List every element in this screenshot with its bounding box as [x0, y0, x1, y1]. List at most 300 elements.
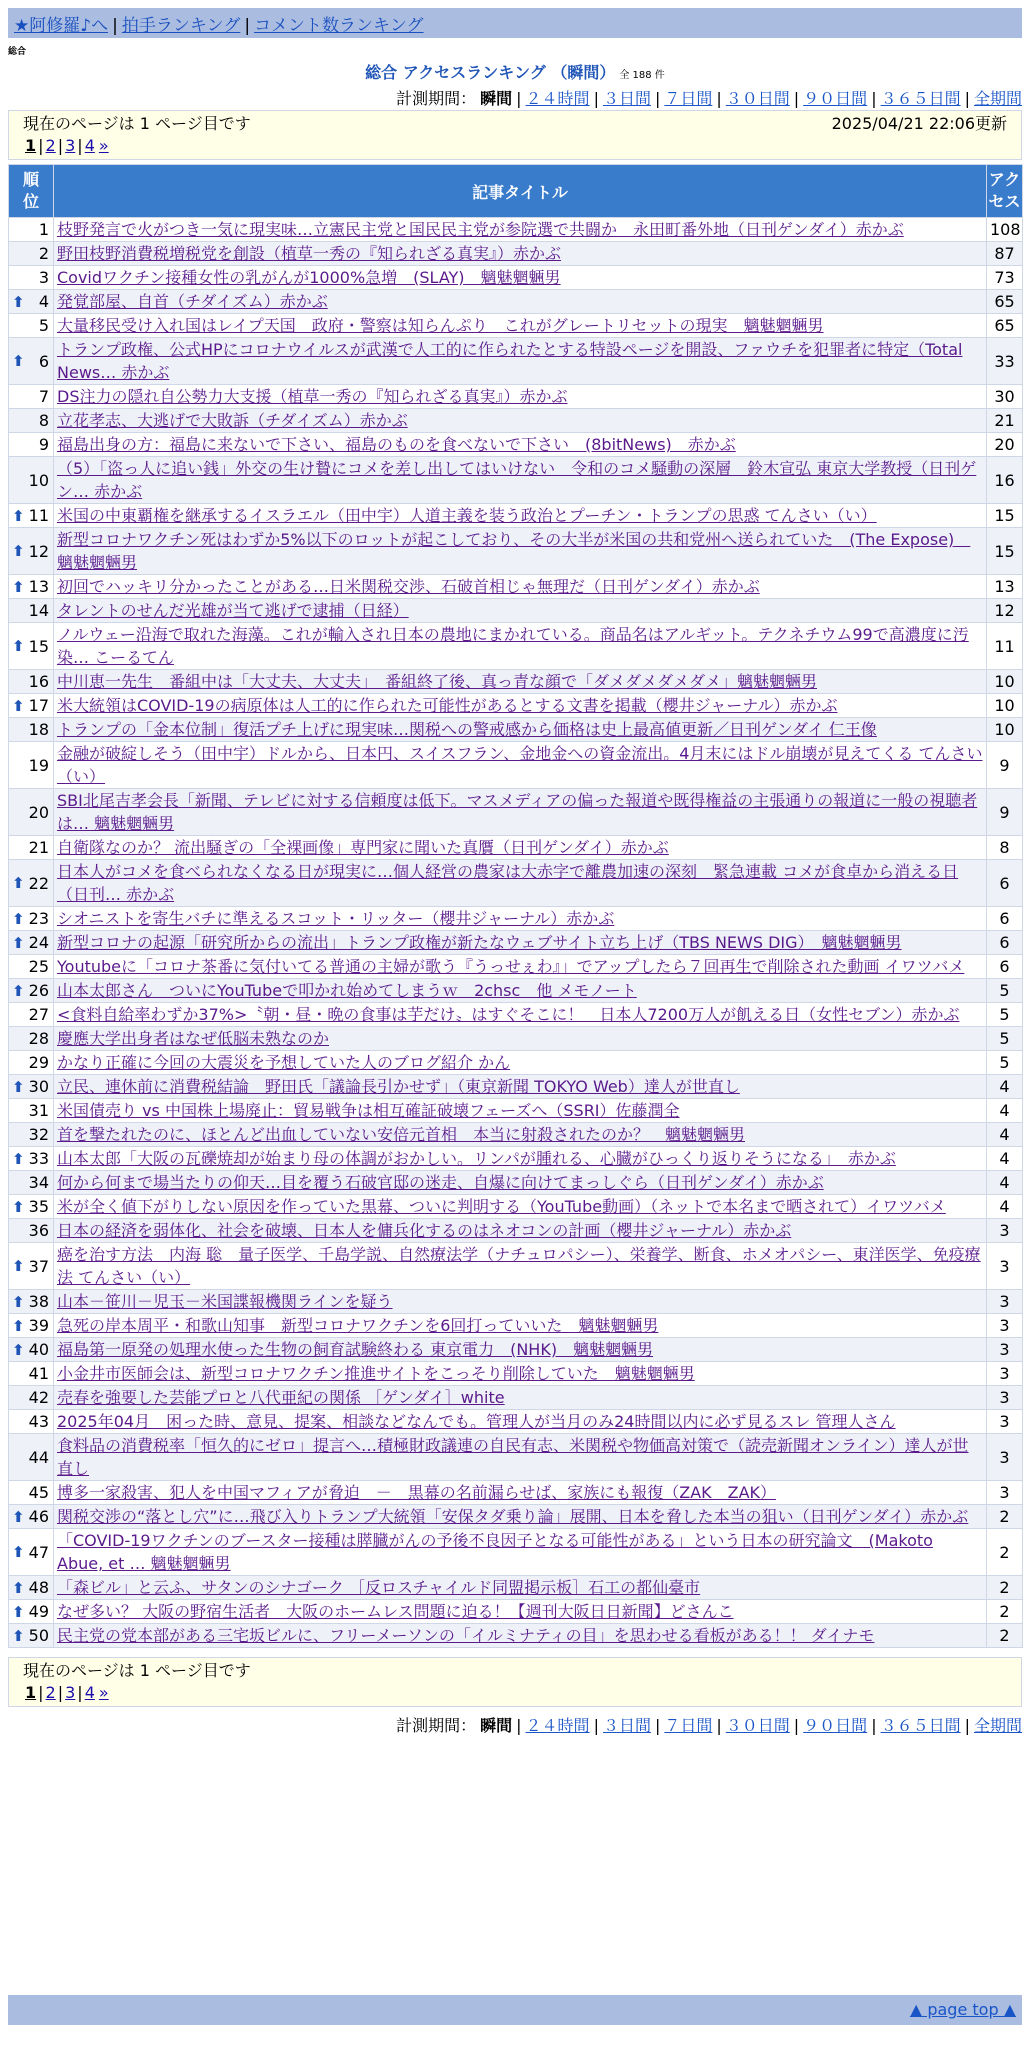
- period-selector-top: 計測期間： 瞬間 | ２４時間 | ３日間 | ７日間 | ３０日間 | ９０日間 | ３６５日間 | 全期間: [396, 89, 1022, 108]
- article-title-link[interactable]: <食料自給率わずか37%>〝朝・昼・晩の食事は芋だけ〟はすぐそこに！ 日本人7200万人が飢える日（女性セブン）赤かぶ: [57, 1005, 960, 1024]
- title-cell: [54, 1434, 987, 1481]
- rank-number: 10: [28, 470, 49, 490]
- table-row: [9, 1505, 1023, 1529]
- rank-number: 3: [38, 268, 49, 287]
- title-cell: [54, 907, 987, 931]
- page-link-current[interactable]: 1: [25, 1683, 37, 1702]
- rank-cell: [9, 1481, 54, 1505]
- rank-cell: [9, 504, 54, 528]
- access-count: 6: [987, 907, 1023, 931]
- rank-cell: [9, 860, 54, 907]
- rank-up-arrow-icon: ⬆: [12, 1626, 25, 1645]
- article-title-link[interactable]: 枝野発言で火がつき一気に現実味…立憲民主党と国民民主党が参院選で共闘か 永田町番外地（日刊ゲンダイ）赤かぶ: [57, 220, 904, 239]
- rank-number: 19: [28, 755, 49, 775]
- rank-number: 42: [28, 1388, 49, 1407]
- table-row: [9, 1195, 1023, 1219]
- title-cell: [54, 314, 987, 338]
- access-count: 4: [987, 1147, 1023, 1171]
- table-row: [9, 1027, 1023, 1051]
- rank-cell: [9, 1171, 54, 1195]
- title-cell: [54, 742, 987, 789]
- ranking-table-body: [9, 218, 1023, 1648]
- rank-cell: [9, 670, 54, 694]
- table-header-row: [9, 165, 1023, 218]
- access-count: 108: [987, 218, 1023, 242]
- rank-number: 38: [28, 1292, 49, 1311]
- title-cell: [54, 1410, 987, 1434]
- title-cell: [54, 1171, 987, 1195]
- access-count: 12: [987, 599, 1023, 623]
- rank-number: 47: [28, 1542, 49, 1562]
- title-cell: [54, 670, 987, 694]
- rank-number: 24: [28, 933, 49, 952]
- rank-number: 29: [28, 1053, 49, 1072]
- rank-number: 44: [28, 1447, 49, 1467]
- title-cell: [54, 575, 987, 599]
- table-row: [9, 1075, 1023, 1099]
- rank-number: 32: [28, 1125, 49, 1144]
- title-cell: [54, 433, 987, 457]
- rank-cell: [9, 1195, 54, 1219]
- article-title-link[interactable]: 何から何まで場当たりの仰天…目を覆う石破官邸の迷走、自爆に向けてまっしぐら（日刊ゲンダイ）赤かぶ: [57, 1173, 824, 1192]
- title-cell: [54, 931, 987, 955]
- rank-cell: [9, 1051, 54, 1075]
- title-cell: [54, 1099, 987, 1123]
- period-all-link[interactable]: 全期間: [973, 1716, 1022, 1735]
- rank-up-arrow-icon: ⬆: [12, 637, 25, 655]
- title-cell: [54, 979, 987, 1003]
- access-count: 10: [987, 718, 1023, 742]
- rank-cell: [9, 1243, 54, 1290]
- comment-ranking-link[interactable]: コメント数ランキング: [254, 16, 424, 36]
- page-link-2[interactable]: 2: [45, 1683, 56, 1702]
- article-title-link[interactable]: 野田枝野消費税増税党を創設（植草一秀の『知られざる真実』）赤かぶ: [57, 244, 562, 263]
- page-title-line: [8, 60, 1022, 83]
- access-count: 9: [987, 742, 1023, 789]
- rank-up-arrow-icon: ⬆: [12, 1149, 25, 1168]
- article-title-link[interactable]: 福島出身の方：福島に来ないで下さい、福島のものを食べないで下さい (8bitNews) 赤かぶ: [57, 435, 736, 454]
- rank-number: 43: [28, 1412, 49, 1431]
- rank-number: 34: [28, 1173, 49, 1192]
- rank-number: 11: [28, 506, 49, 525]
- rank-up-arrow-icon: ⬆: [12, 696, 25, 715]
- page-link-4[interactable]: 4: [84, 1683, 95, 1702]
- next-page-link[interactable]: »: [98, 136, 109, 155]
- access-count: 73: [987, 266, 1023, 290]
- rank-number: 5: [38, 316, 49, 335]
- rank-number: 35: [28, 1197, 49, 1216]
- access-count: 10: [987, 694, 1023, 718]
- article-title-link[interactable]: Covidワクチン接種女性の乳がんが1000%急増 (SLAY) 魑魅魍魎男: [57, 268, 561, 287]
- access-count: 4: [987, 1195, 1023, 1219]
- article-title-link[interactable]: 米国の中東覇権を継承するイスラエル（田中宇）人道主義を装う政治とプーチン・トランプの思惑 てんさい（い）: [57, 506, 877, 525]
- article-title-link[interactable]: 売春を強要した芸能プロと八代亜紀の関係 ［ゲンダイ］white: [57, 1388, 505, 1407]
- access-count: 87: [987, 242, 1023, 266]
- rank-number: 37: [28, 1256, 49, 1276]
- article-title-link[interactable]: 自衛隊なのか？ 流出騒ぎの「全裸画像」専門家に聞いた真贋（日刊ゲンダイ）赤かぶ: [57, 838, 669, 857]
- period-7d-link[interactable]: ７日間: [664, 89, 713, 108]
- rank-number: 41: [28, 1364, 49, 1383]
- title-cell: [54, 694, 987, 718]
- article-title-link[interactable]: （5）「盗っ人に追い銭」外交の生け贄にコメを差し出してはいけない 令和のコメ騒動の深層 鈴木宣弘 東京大学教授（日刊ゲン… 赤かぶ: [57, 459, 977, 501]
- title-cell: [54, 242, 987, 266]
- ranking-table: [8, 164, 1023, 1648]
- article-title-link[interactable]: 立民、連休前に消費税結論 野田氏「議論長引かせず」（東京新聞 TOKYO Web）達人が世直し: [57, 1077, 740, 1096]
- rank-cell: [9, 1290, 54, 1314]
- access-count: 3: [987, 1434, 1023, 1481]
- access-count: 2: [987, 1529, 1023, 1576]
- rank-cell: [9, 1338, 54, 1362]
- article-title-link[interactable]: 発覚部屋、自首（チダイズム）赤かぶ: [57, 292, 328, 311]
- rank-cell: [9, 457, 54, 504]
- table-row: [9, 1576, 1023, 1600]
- rank-cell: [9, 1027, 54, 1051]
- period-selector-bottom: 計測期間： 瞬間 | ２４時間 | ３日間 | ７日間 | ３０日間 | ９０日間 | ３６５日間 | 全期間: [396, 1716, 1022, 1735]
- period-current: 瞬間: [480, 89, 513, 108]
- rank-up-arrow-icon: ⬆: [12, 1602, 25, 1621]
- access-count: 2: [987, 1600, 1023, 1624]
- page-link-3[interactable]: 3: [65, 136, 76, 155]
- access-count: 9: [987, 789, 1023, 836]
- title-cell: [54, 1147, 987, 1171]
- period-3d-link[interactable]: ３日間: [602, 89, 651, 108]
- title-cell: [54, 457, 987, 504]
- rank-number: 46: [28, 1507, 49, 1526]
- article-title-link[interactable]: 慶應大学出身者はなぜ低脳未熟なのか: [57, 1029, 330, 1048]
- access-count: 3: [987, 1481, 1023, 1505]
- rank-cell: [9, 1075, 54, 1099]
- rank-number: 4: [38, 292, 49, 311]
- period-label: 計測期間：: [396, 89, 477, 108]
- table-row: [9, 1219, 1023, 1243]
- article-title-link[interactable]: 山本太郎「大阪の瓦礫焼却が始まり母の体調がおかしい。リンパが腫れる、心臓がひっくり返りそうになる」 赤かぶ: [57, 1149, 896, 1168]
- pager-top: 現在のページは 1 ページ目です 2025/04/21 22:06更新 1 | 2 | 3 | 4 »: [8, 110, 1022, 160]
- title-cell: [54, 1003, 987, 1027]
- table-row: [9, 1434, 1023, 1481]
- access-count: 8: [987, 836, 1023, 860]
- rank-cell: [9, 1362, 54, 1386]
- table-row: [9, 1481, 1023, 1505]
- article-title-link[interactable]: 日本人がコメを食べられなくなる日が現実に…個人経営の農家は大赤字で離農加速の深刻 緊急連載 コメが食卓から消える日（日刊… 赤かぶ: [57, 862, 959, 904]
- rank-number: 20: [28, 802, 49, 822]
- access-count: 4: [987, 1123, 1023, 1147]
- article-title-link[interactable]: 急死の岸本周平・和歌山知事 新型コロナワクチンを6回打っていいた 魑魅魍魎男: [57, 1316, 659, 1335]
- separator: |: [112, 16, 118, 36]
- access-count: 3: [987, 1290, 1023, 1314]
- table-row: [9, 1290, 1023, 1314]
- access-count: 5: [987, 979, 1023, 1003]
- page-status: 現在のページは 1 ページ目です: [23, 1661, 251, 1680]
- rank-up-arrow-icon: ⬆: [12, 1257, 25, 1275]
- page-link-2[interactable]: 2: [45, 136, 56, 155]
- period-30d-link[interactable]: ３０日間: [725, 1716, 790, 1735]
- rank-cell: [9, 1624, 54, 1648]
- article-title-link[interactable]: 日本の経済を弱体化、社会を破壊、日本人を傭兵化するのはネオコンの計画（櫻井ジャーナル）赤かぶ: [57, 1221, 792, 1240]
- access-count: 4: [987, 1171, 1023, 1195]
- rank-up-arrow-icon: ⬆: [12, 1507, 25, 1526]
- table-row: [9, 457, 1023, 504]
- article-title-link[interactable]: 小金井市医師会は、新型コロナワクチン推進サイトをこっそり削除していた 魑魅魍魎男: [57, 1364, 695, 1383]
- clap-ranking-link[interactable]: 拍手ランキング: [121, 16, 241, 36]
- rank-up-arrow-icon: ⬆: [12, 981, 25, 1000]
- total-count: 全 188 件: [619, 70, 665, 81]
- table-row: [9, 385, 1023, 409]
- article-title-link[interactable]: 関税交渉の“落とし穴”に…飛び入りトランプ大統領「安保タダ乗り論」展開、日本を脅した本当の狙い（日刊ゲンダイ）赤かぶ: [57, 1507, 969, 1526]
- rank-cell: [9, 979, 54, 1003]
- rank-number: 45: [28, 1483, 49, 1502]
- rank-cell: [9, 694, 54, 718]
- access-count: 20: [987, 433, 1023, 457]
- access-count: 3: [987, 1338, 1023, 1362]
- rank-up-arrow-icon: ⬆: [12, 909, 25, 928]
- article-title-link[interactable]: Youtubeに「コロナ茶番に気付いてる普通の主婦が歌う『うっせぇわ』」でアップしたら７回再生で削除された動画 イワツバメ: [57, 957, 965, 976]
- rank-up-arrow-icon: ⬆: [12, 506, 25, 525]
- rank-cell: [9, 385, 54, 409]
- article-title-link[interactable]: なぜ多い？ 大阪の野宿生活者 大阪のホームレス問題に迫る！【週刊大阪日日新聞】どさんこ: [57, 1602, 734, 1621]
- access-count: 15: [987, 528, 1023, 575]
- table-row: [9, 1338, 1023, 1362]
- access-count: 3: [987, 1410, 1023, 1434]
- access-count: 13: [987, 575, 1023, 599]
- title-cell: [54, 599, 987, 623]
- access-count: 3: [987, 1362, 1023, 1386]
- table-row: [9, 955, 1023, 979]
- table-row: [9, 623, 1023, 670]
- table-row: [9, 338, 1023, 385]
- period-90d-link[interactable]: ９０日間: [803, 1716, 868, 1735]
- period-7d-link[interactable]: ７日間: [664, 1716, 713, 1735]
- article-title-link[interactable]: 米国債売り vs 中国株上場廃止：貿易戦争は相互確証破壊フェーズへ（SSRI）佐藤潤全: [57, 1101, 680, 1120]
- access-count: 6: [987, 860, 1023, 907]
- access-count: 3: [987, 1243, 1023, 1290]
- table-row: [9, 528, 1023, 575]
- access-count: 6: [987, 955, 1023, 979]
- article-title-link[interactable]: シオニストを寄生バチに準えるスコット・リッター（櫻井ジャーナル）赤かぶ: [57, 909, 615, 928]
- rank-cell: [9, 1386, 54, 1410]
- rank-number: 13: [28, 577, 49, 596]
- rank-number: 48: [28, 1578, 49, 1597]
- table-row: [9, 1624, 1023, 1648]
- table-row: [9, 1386, 1023, 1410]
- rank-number: 2: [38, 244, 49, 263]
- rank-up-arrow-icon: ⬆: [12, 1578, 25, 1597]
- rank-up-arrow-icon: ⬆: [12, 933, 25, 952]
- article-title-link[interactable]: DS注力の隠れ自公勢力大支援（植草一秀の『知られざる真実』）赤かぶ: [57, 387, 568, 406]
- rank-up-arrow-icon: ⬆: [12, 1197, 25, 1216]
- rank-number: 6: [38, 351, 49, 371]
- title-cell: [54, 789, 987, 836]
- table-row: [9, 1410, 1023, 1434]
- rank-number: 39: [28, 1316, 49, 1335]
- home-link[interactable]: ★阿修羅♪へ: [14, 16, 109, 36]
- rank-cell: [9, 907, 54, 931]
- title-cell: [54, 1243, 987, 1290]
- rank-up-arrow-icon: ⬆: [12, 292, 25, 311]
- access-count: 65: [987, 314, 1023, 338]
- access-count: 4: [987, 1075, 1023, 1099]
- article-title-link[interactable]: トランプ政権、公式HPにコロナウイルスが武漢で人工的に作られたとする特設ページを開設、ファウチを犯罪者に特定（Total News… 赤かぶ: [57, 340, 963, 382]
- title-cell: [54, 1481, 987, 1505]
- table-row: [9, 907, 1023, 931]
- article-title-link[interactable]: 2025年04月 困った時、意見、提案、相談などなんでも。管理人が当月のみ24時間以内に必ず見るスレ 管理人さん: [57, 1412, 896, 1431]
- rank-cell: [9, 931, 54, 955]
- rank-up-arrow-icon: ⬆: [12, 1316, 25, 1335]
- access-count: 2: [987, 1624, 1023, 1648]
- title-cell: [54, 528, 987, 575]
- rank-cell: [9, 409, 54, 433]
- rank-up-arrow-icon: ⬆: [12, 1543, 25, 1561]
- article-title-link[interactable]: 山本－笹川－児玉－米国諜報機関ラインを疑う: [57, 1292, 393, 1311]
- table-row: [9, 290, 1023, 314]
- rank-cell: [9, 314, 54, 338]
- rank-cell: [9, 1505, 54, 1529]
- rank-number: 40: [28, 1340, 49, 1359]
- table-row: [9, 694, 1023, 718]
- page-link-current[interactable]: 1: [25, 136, 37, 155]
- rank-number: 9: [38, 435, 49, 454]
- period-365d-link[interactable]: ３６５日間: [880, 89, 961, 108]
- access-count: 10: [987, 670, 1023, 694]
- table-row: [9, 742, 1023, 789]
- title-cell: [54, 1505, 987, 1529]
- access-count: 30: [987, 385, 1023, 409]
- rank-number: 25: [28, 957, 49, 976]
- title-cell: [54, 1338, 987, 1362]
- rank-cell: [9, 1529, 54, 1576]
- period-label: 計測期間：: [396, 1716, 477, 1735]
- article-title-link[interactable]: 「COVID-19ワクチンのブースター接種は膵臓がんの予後不良因子となる可能性がある」という日本の研究論文 (Makoto Abue, et … 魑魅魍魎男: [57, 1531, 933, 1573]
- rank-number: 12: [28, 541, 49, 561]
- page-top-link[interactable]: ▲ page top ▲: [909, 2000, 1016, 2019]
- period-3d-link[interactable]: ３日間: [602, 1716, 651, 1735]
- article-title-link[interactable]: ノルウェー沿海で取れた海藻。これが輸入され日本の農地にまかれている。商品名はアルギット。テクネチウム99で高濃度に汚染… こーるてん: [57, 625, 969, 667]
- article-title-link[interactable]: 中川恵一先生 番組中は「大丈夫、大丈夫」 番組終了後、真っ青な顔で「ダメダメダメダメ」魑魅魍魎男: [57, 672, 818, 691]
- article-title-link[interactable]: 癌を治す方法 内海 聡 量子医学、千島学説、自然療法学（ナチュロパシー）、栄養学、断食、ホメオパシー、東洋医学、免疫療法 てんさい（い）: [57, 1245, 981, 1287]
- article-title-link[interactable]: 金融が破綻しそう（田中宇）ドルから、日本円、スイスフラン、金地金への資金流出。4月末にはドル崩壊が見えてくる てんさい（い）: [57, 744, 983, 786]
- rank-up-arrow-icon: ⬆: [12, 1340, 25, 1359]
- table-row: [9, 1171, 1023, 1195]
- article-title-link[interactable]: かなり正確に今回の大震災を予想していた人のブログ紹介 かん: [57, 1053, 511, 1072]
- period-365d-link[interactable]: ３６５日間: [880, 1716, 961, 1735]
- article-title-link[interactable]: 新型コロナの起源「研究所からの流出」トランプ政権が新たなウェブサイト立ち上げ（TBS NEWS DIG） 魑魅魍魎男: [57, 933, 902, 952]
- table-row: [9, 718, 1023, 742]
- table-row: [9, 314, 1023, 338]
- rank-cell: [9, 742, 54, 789]
- period-90d-link[interactable]: ９０日間: [803, 89, 868, 108]
- rank-up-arrow-icon: ⬆: [12, 1077, 25, 1096]
- period-24h-link[interactable]: ２４時間: [525, 1716, 590, 1735]
- table-row: [9, 836, 1023, 860]
- rank-cell: [9, 623, 54, 670]
- rank-number: 23: [28, 909, 49, 928]
- table-row: [9, 1529, 1023, 1576]
- article-title-link[interactable]: 博多一家殺害、犯人を中国マフィアが脅迫 － 黒幕の名前漏らせば、家族にも報復（ZAK ZAK）: [57, 1483, 777, 1502]
- article-title-link[interactable]: 大量移民受け入れ国はレイプ天国 政府・警察は知らんぷり これがグレートリセットの現実 魑魅魍魎男: [57, 316, 824, 335]
- title-cell: [54, 1290, 987, 1314]
- article-title-link[interactable]: 立花孝志、大逃げで大敗訴（チダイズム）赤かぶ: [57, 411, 408, 430]
- article-title-link[interactable]: タレントのせんだ光雄が当て逃げで逮捕（日経）: [57, 601, 409, 620]
- rank-number: 14: [28, 601, 49, 620]
- rank-number: 30: [28, 1077, 49, 1096]
- table-row: [9, 789, 1023, 836]
- title-cell: [54, 1600, 987, 1624]
- article-title-link[interactable]: 「森ビル」と云ふ、サタンのシナゴーク ［反ロスチャイルド同盟掲示板］石工の都仙臺市: [57, 1578, 701, 1597]
- access-count: 4: [987, 1099, 1023, 1123]
- article-title-link[interactable]: トランプの「金本位制」復活プチ上げに現実味…関税への警戒感から価格は史上最高値更新／日刊ゲンダイ 仁王像: [57, 720, 877, 739]
- access-count: 33: [987, 338, 1023, 385]
- access-count: 5: [987, 1027, 1023, 1051]
- title-cell: [54, 1195, 987, 1219]
- top-nav-bar: [8, 8, 1022, 38]
- article-title-link[interactable]: 山本太郎さん ついにYouTubeで叩かれ始めてしまうｗ 2chsc 他 メモノート: [57, 981, 637, 1000]
- access-count: 5: [987, 1003, 1023, 1027]
- article-title-link[interactable]: 米が全く値下がりしない原因を作っていた黒幕、ついに判明する（YouTube動画）（ネットで本名まで晒されて）イワツバメ: [57, 1197, 946, 1216]
- page-link-4[interactable]: 4: [84, 136, 95, 155]
- access-count: 3: [987, 1314, 1023, 1338]
- title-cell: [54, 1314, 987, 1338]
- article-title-link[interactable]: 福島第一原発の処理水使った生物の飼育試験終わる 東京電力 (NHK) 魑魅魍魎男: [57, 1340, 654, 1359]
- table-row: [9, 266, 1023, 290]
- table-row: [9, 218, 1023, 242]
- rank-cell: [9, 290, 54, 314]
- rank-cell: [9, 266, 54, 290]
- article-title-link[interactable]: 米大統領はCOVID-19の病原体は人工的に作られた可能性があるとする文書を掲載（櫻井ジャーナル）赤かぶ: [57, 696, 838, 715]
- access-count: 16: [987, 457, 1023, 504]
- table-row: [9, 1099, 1023, 1123]
- next-page-link[interactable]: »: [98, 1683, 109, 1702]
- article-title-link[interactable]: SBI北尾吉孝会長「新聞、テレビに対する信頼度は低下。マスメディアの偏った報道や既得権益の主張通りの報道に一般の視聴者は… 魑魅魍魎男: [57, 791, 978, 833]
- title-cell: [54, 1362, 987, 1386]
- period-all-link[interactable]: 全期間: [973, 89, 1022, 108]
- period-current: 瞬間: [480, 1716, 513, 1735]
- article-title-link[interactable]: 首を撃たれたのに、ほとんど出血していない安倍元首相 本当に射殺されたのか？ 魑魅魍魎男: [57, 1125, 746, 1144]
- period-24h-link[interactable]: ２４時間: [525, 89, 590, 108]
- title-cell: [54, 1576, 987, 1600]
- access-count: 3: [987, 1219, 1023, 1243]
- article-title-link[interactable]: 民主党の党本部がある三宅坂ビルに、フリーメーソンの「イルミナティの目」を思わせる看板がある！！ ダイナモ: [57, 1626, 875, 1645]
- access-count: 21: [987, 409, 1023, 433]
- title-cell: [54, 338, 987, 385]
- rank-number: 33: [28, 1149, 49, 1168]
- article-title-link[interactable]: 初回でハッキリ分かったことがある…日米関税交渉、石破首相じゃ無理だ（日刊ゲンダイ）赤かぶ: [57, 577, 760, 596]
- rank-number: 15: [28, 636, 49, 656]
- article-title-link[interactable]: 新型コロナワクチン死はわずか5%以下のロットが起こしており、その大半が米国の共和党州へ送られていた (The Expose) 魑魅魍魎男: [57, 530, 971, 572]
- access-count: 65: [987, 290, 1023, 314]
- bottom-bar: [8, 1995, 1022, 2025]
- title-cell: [54, 718, 987, 742]
- rank-cell: [9, 1219, 54, 1243]
- table-row: [9, 1362, 1023, 1386]
- rank-up-arrow-icon: ⬆: [12, 577, 25, 596]
- rank-cell: [9, 1003, 54, 1027]
- table-row: [9, 242, 1023, 266]
- article-title-link[interactable]: 食料品の消費税率「恒久的にゼロ」提言へ…積極財政議連の自民有志、米関税や物価高対策で（読売新聞オンライン）達人が世直し: [57, 1436, 969, 1478]
- access-count: 6: [987, 931, 1023, 955]
- title-cell: [54, 1624, 987, 1648]
- rank-number: 8: [38, 411, 49, 430]
- rank-number: 27: [28, 1005, 49, 1024]
- access-count: 5: [987, 1051, 1023, 1075]
- access-column-header: アク セス: [987, 165, 1023, 218]
- table-row: [9, 1051, 1023, 1075]
- access-count: 15: [987, 504, 1023, 528]
- rank-cell: [9, 789, 54, 836]
- page-link-3[interactable]: 3: [65, 1683, 76, 1702]
- rank-cell: [9, 836, 54, 860]
- title-cell: [54, 290, 987, 314]
- period-30d-link[interactable]: ３０日間: [725, 89, 790, 108]
- rank-up-arrow-icon: ⬆: [12, 874, 25, 892]
